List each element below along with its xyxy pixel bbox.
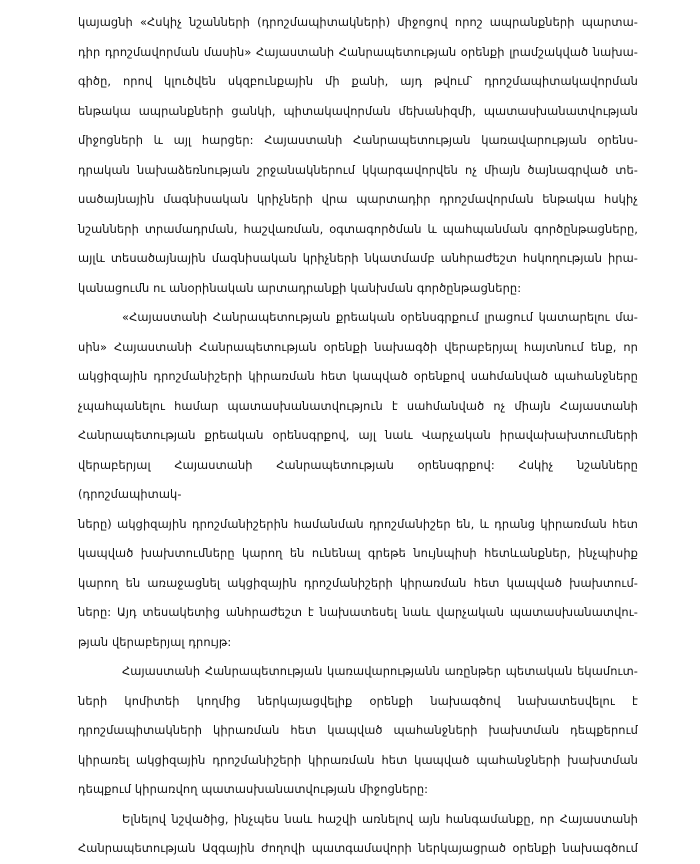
text-line: գիծը, որով կլուծվեն սկզբունքային մի քանի, այդ թվում՝ դրոշմապիտակավորման [78, 74, 638, 88]
paragraph-4 [78, 805, 638, 864]
text-line: սածայնային մագնիսական կրիչների վրա պարտադիր դրոշմավորման ենթակա հսկիչ [78, 192, 638, 206]
text-line: ակցիզային դրոշմանիշերի կիրառման հետ կապված օրենքով սահմանված պահանջները [78, 369, 638, 383]
text-line: ները: Այդ տեսակետից անհրաժեշտ է նախատեսել նաև վարչական պատասխանատվու- [78, 605, 638, 619]
paragraph-1 [78, 8, 638, 303]
text-line: «Հայաստանի Հանրապետության քրեական օրենսգրքում լրացում կատարելու մա- [122, 310, 638, 324]
text-line: ենթակա ապրանքների ցանկի, պիտակավորման մեխանիզմի, պատասխանատվության [78, 103, 638, 118]
text-line: Հայաստանի Հանրապետության կառավարությանն առընթեր պետական եկամուտ- [122, 664, 638, 678]
text-line: նշանների տրամադրման, հաշվառման, օգտագործման և պահպանման գործընթացները, [78, 221, 638, 236]
text-line: Ելնելով նշվածից, ինչպես նաև հաշվի առնելով այն հանգամանքը, որ Հայաստանի [122, 811, 638, 826]
text-line: կանացումն ու անօրինական արտադրանքի կանխման գործընթացները: [78, 280, 522, 295]
text-line: կարող են առաջացնել ակցիզային դրոշմանիշերի կիրառման հետ կապված խախտում- [78, 575, 638, 590]
text-line: սին» Հայաստանի Հանրապետության օրենքի նախագծի վերաբերյալ հայտնում ենք, որ [78, 339, 638, 354]
paragraph-2 [78, 303, 638, 657]
text-line: կապված խախտումները կարող են ունենալ գրեթե նույնպիսի հետևանքներ, ինչպիսիք [78, 546, 638, 560]
text-line: դրական նախաձեռնության շրջանակներում կկարգավորվեն ոչ միայն ծայնագրված տե- [78, 162, 638, 177]
text-line: ների կոմիտեի կողմից ներկայացվելիք օրենքի նախագծով նախատեսվելու է [78, 693, 638, 708]
text-line: Հանրապետության քրեական օրենսգրքով, այլ նաև Վարչական իրավախախտումների [78, 428, 638, 442]
text-line: դեպքում կիրառվող պատասխանատվության միջոցները: [78, 782, 429, 796]
text-line: Հանրապետության Ազգային ժողովի պատգամավորի ներկայացրած օրենքի նախագծում [78, 841, 638, 855]
text-line: չպահպանելու համար պատասխանատվություն է սահմանված ոչ միայն Հայաստանի [78, 398, 638, 413]
text-line: դիր դրոշմավորման մասին» Հայաստանի Հանրապետության օրենքի լրամշակված նախա- [78, 44, 638, 59]
text-line: կիրառել ակցիզային դրոշմանիշերի կիրառման հետ կապված պահանջների խախտման [78, 752, 638, 767]
text-line: միջոցների և այլ հարցեր: Հայաստանի Հանրապետության կառավարության օրենս- [78, 133, 638, 147]
text-line: վերաբերյալ Հայաստանի Հանրապետության օրենսգրքով: Հսկիչ նշանները (դրոշմապիտակ- [78, 457, 638, 501]
text-line: թյան վերաբերյալ դրույթ: [78, 634, 232, 649]
text-line: այլև տեսածայնային մագնիսական կրիչների նկատմամբ անհրաժեշտ հսկողության իրա- [78, 251, 638, 265]
text-line: դրոշմապիտակների կիրառման հետ կապված պահանջների խախտման դեպքերում [78, 723, 638, 737]
text-line: կայացնի «Հսկիչ նշանների (դրոշմապիտակների) միջոցով որոշ ապրանքների պարտա- [78, 15, 638, 29]
paragraph-3 [78, 657, 638, 805]
text-line: ները) ակցիզային դրոշմանիշերին համանման դրոշմանիշեր են, և դրանց կիրառման հետ [78, 516, 638, 531]
